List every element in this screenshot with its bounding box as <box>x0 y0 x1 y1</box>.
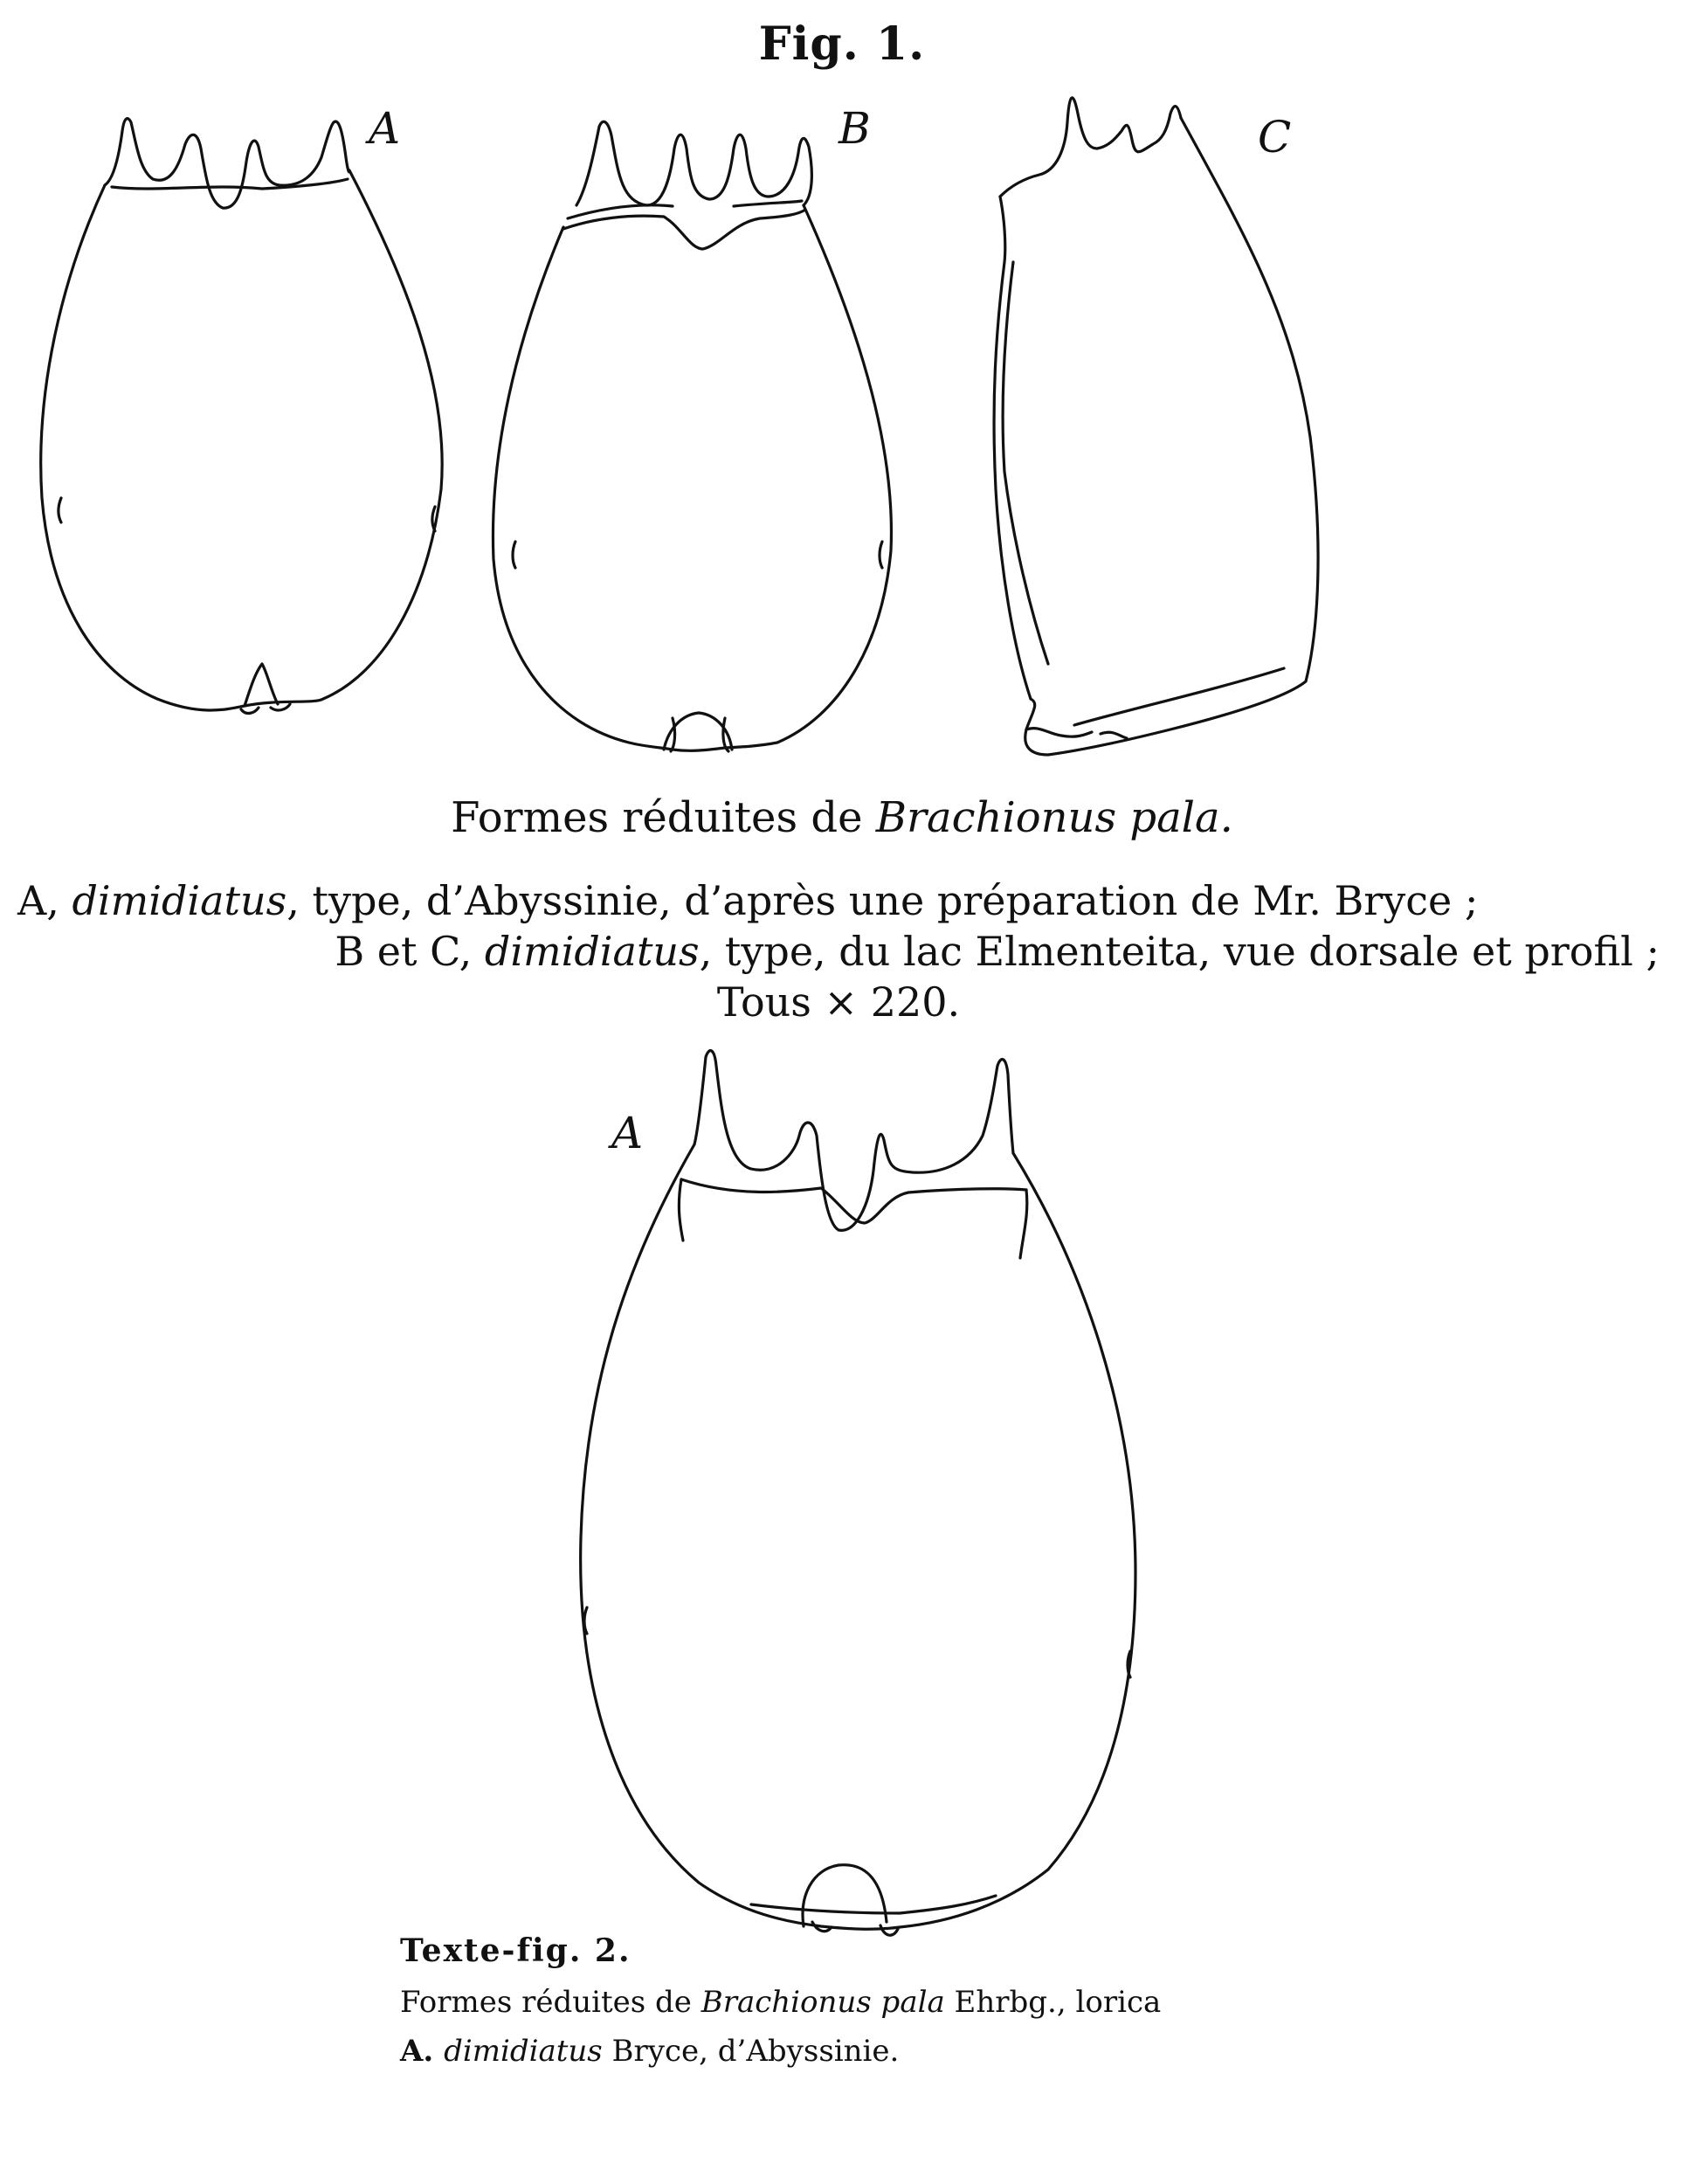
fig2-line1-species: Brachionus pala <box>701 1985 945 2020</box>
panel-label-b: B <box>839 103 871 154</box>
caption-line-bc-species: dimidiatus <box>484 928 700 975</box>
lorica-drawing-c <box>994 98 1318 755</box>
caption-title-text: Formes réduites de <box>451 793 876 842</box>
fig2-line2-prefix: A. <box>400 2034 445 2069</box>
panel-label-c: C <box>1258 112 1292 162</box>
caption-magnification: Tous × 220. <box>716 978 961 1026</box>
fig2-panel-label-a: A <box>611 1108 644 1158</box>
caption-line-a-rest: , type, d’Abyssinie, d’après une préparation de Mr. Bryce ; <box>286 877 1479 924</box>
panel-label-a: A <box>369 103 401 154</box>
figure-caption-title <box>0 793 1684 842</box>
lorica-drawing-a <box>41 119 442 714</box>
figure-caption-body <box>17 875 1660 1027</box>
fig2-line1-prefix: Formes réduites de <box>400 1985 701 2020</box>
caption-title-species: Brachionus pala. <box>875 793 1233 842</box>
caption-line-bc-rest: , type, du lac Elmenteita, vue dorsale et profil ; <box>699 928 1660 975</box>
caption-line-a <box>17 875 1660 926</box>
figure-title: Fig. 1. <box>758 17 926 71</box>
caption-line-a-prefix: A, <box>17 877 72 924</box>
lorica-drawing-b <box>493 121 891 751</box>
caption-line-bc <box>17 926 1660 977</box>
fig2-caption-line1 <box>400 1985 1161 2020</box>
caption-line-bc-prefix: B et C, <box>335 928 485 975</box>
fig2-line1-rest: Ehrbg., lorica <box>944 1985 1162 2020</box>
caption-line-a-species: dimidiatus <box>72 877 287 924</box>
fig2-line2-species: dimidiatus <box>444 2034 603 2069</box>
fig2-caption-line2 <box>400 2034 899 2069</box>
fig2-title: Texte-fig. 2. <box>400 1932 632 1969</box>
lorica-drawing-fig2-a <box>581 1051 1135 1936</box>
fig2-line2-rest: Bryce, d’Abyssinie. <box>602 2034 900 2069</box>
